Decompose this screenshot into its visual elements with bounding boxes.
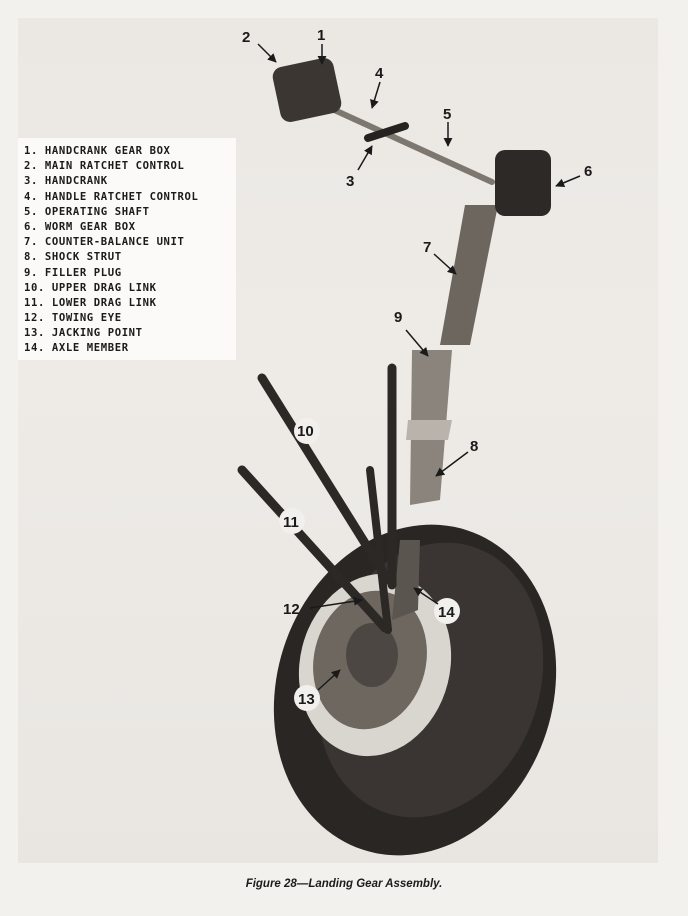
callout-12 — [283, 600, 362, 618]
svg-text:13: 13 — [298, 691, 315, 708]
callout-6 — [556, 163, 592, 186]
svg-text:3: 3 — [346, 173, 355, 190]
svg-text:4: 4 — [375, 65, 384, 82]
svg-text:14: 14 — [438, 604, 455, 621]
legend-item: 5. OPERATING SHAFT — [24, 205, 150, 218]
callout-1 — [317, 27, 325, 64]
callout-2 — [242, 29, 276, 62]
legend-item: 3. HANDCRANK — [24, 175, 108, 188]
callout-14 — [414, 588, 460, 624]
legend-item: 7. COUNTER-BALANCE UNIT — [24, 236, 185, 249]
callout-8 — [436, 438, 478, 476]
svg-text:5: 5 — [443, 106, 452, 123]
callout-3 — [346, 146, 372, 190]
legend-item: 2. MAIN RATCHET CONTROL — [24, 160, 185, 173]
svg-text:10: 10 — [297, 423, 314, 440]
legend-item: 11. LOWER DRAG LINK — [24, 296, 157, 309]
svg-text:6: 6 — [584, 163, 593, 180]
svg-text:11: 11 — [283, 514, 299, 531]
legend-item: 14. AXLE MEMBER — [24, 342, 129, 355]
svg-text:12: 12 — [283, 601, 300, 618]
callout-7 — [423, 239, 456, 274]
legend-item: 12. TOWING EYE — [24, 312, 122, 325]
callout-10 — [294, 418, 320, 444]
svg-text:9: 9 — [394, 309, 403, 326]
callout-4 — [372, 65, 384, 108]
legend-item: 13. JACKING POINT — [24, 327, 143, 340]
legend-item: 10. UPPER DRAG LINK — [24, 281, 157, 294]
legend-item: 6. WORM GEAR BOX — [24, 220, 136, 233]
legend-item: 8. SHOCK STRUT — [24, 251, 122, 264]
svg-text:8: 8 — [470, 438, 479, 455]
callout-9 — [394, 309, 428, 356]
figure-caption: Figure 28—Landing Gear Assembly. — [245, 878, 443, 890]
legend-item: 1. HANDCRANK GEAR BOX — [24, 145, 171, 157]
legend-item: 4. HANDLE RATCHET CONTROL — [24, 190, 199, 203]
svg-text:1: 1 — [317, 27, 326, 44]
callout-13 — [294, 670, 340, 711]
svg-text:2: 2 — [242, 29, 251, 46]
callout-5 — [443, 106, 451, 146]
svg-text:7: 7 — [423, 239, 432, 256]
legend-item: 9. FILLER PLUG — [24, 266, 122, 279]
callout-11 — [279, 508, 305, 534]
